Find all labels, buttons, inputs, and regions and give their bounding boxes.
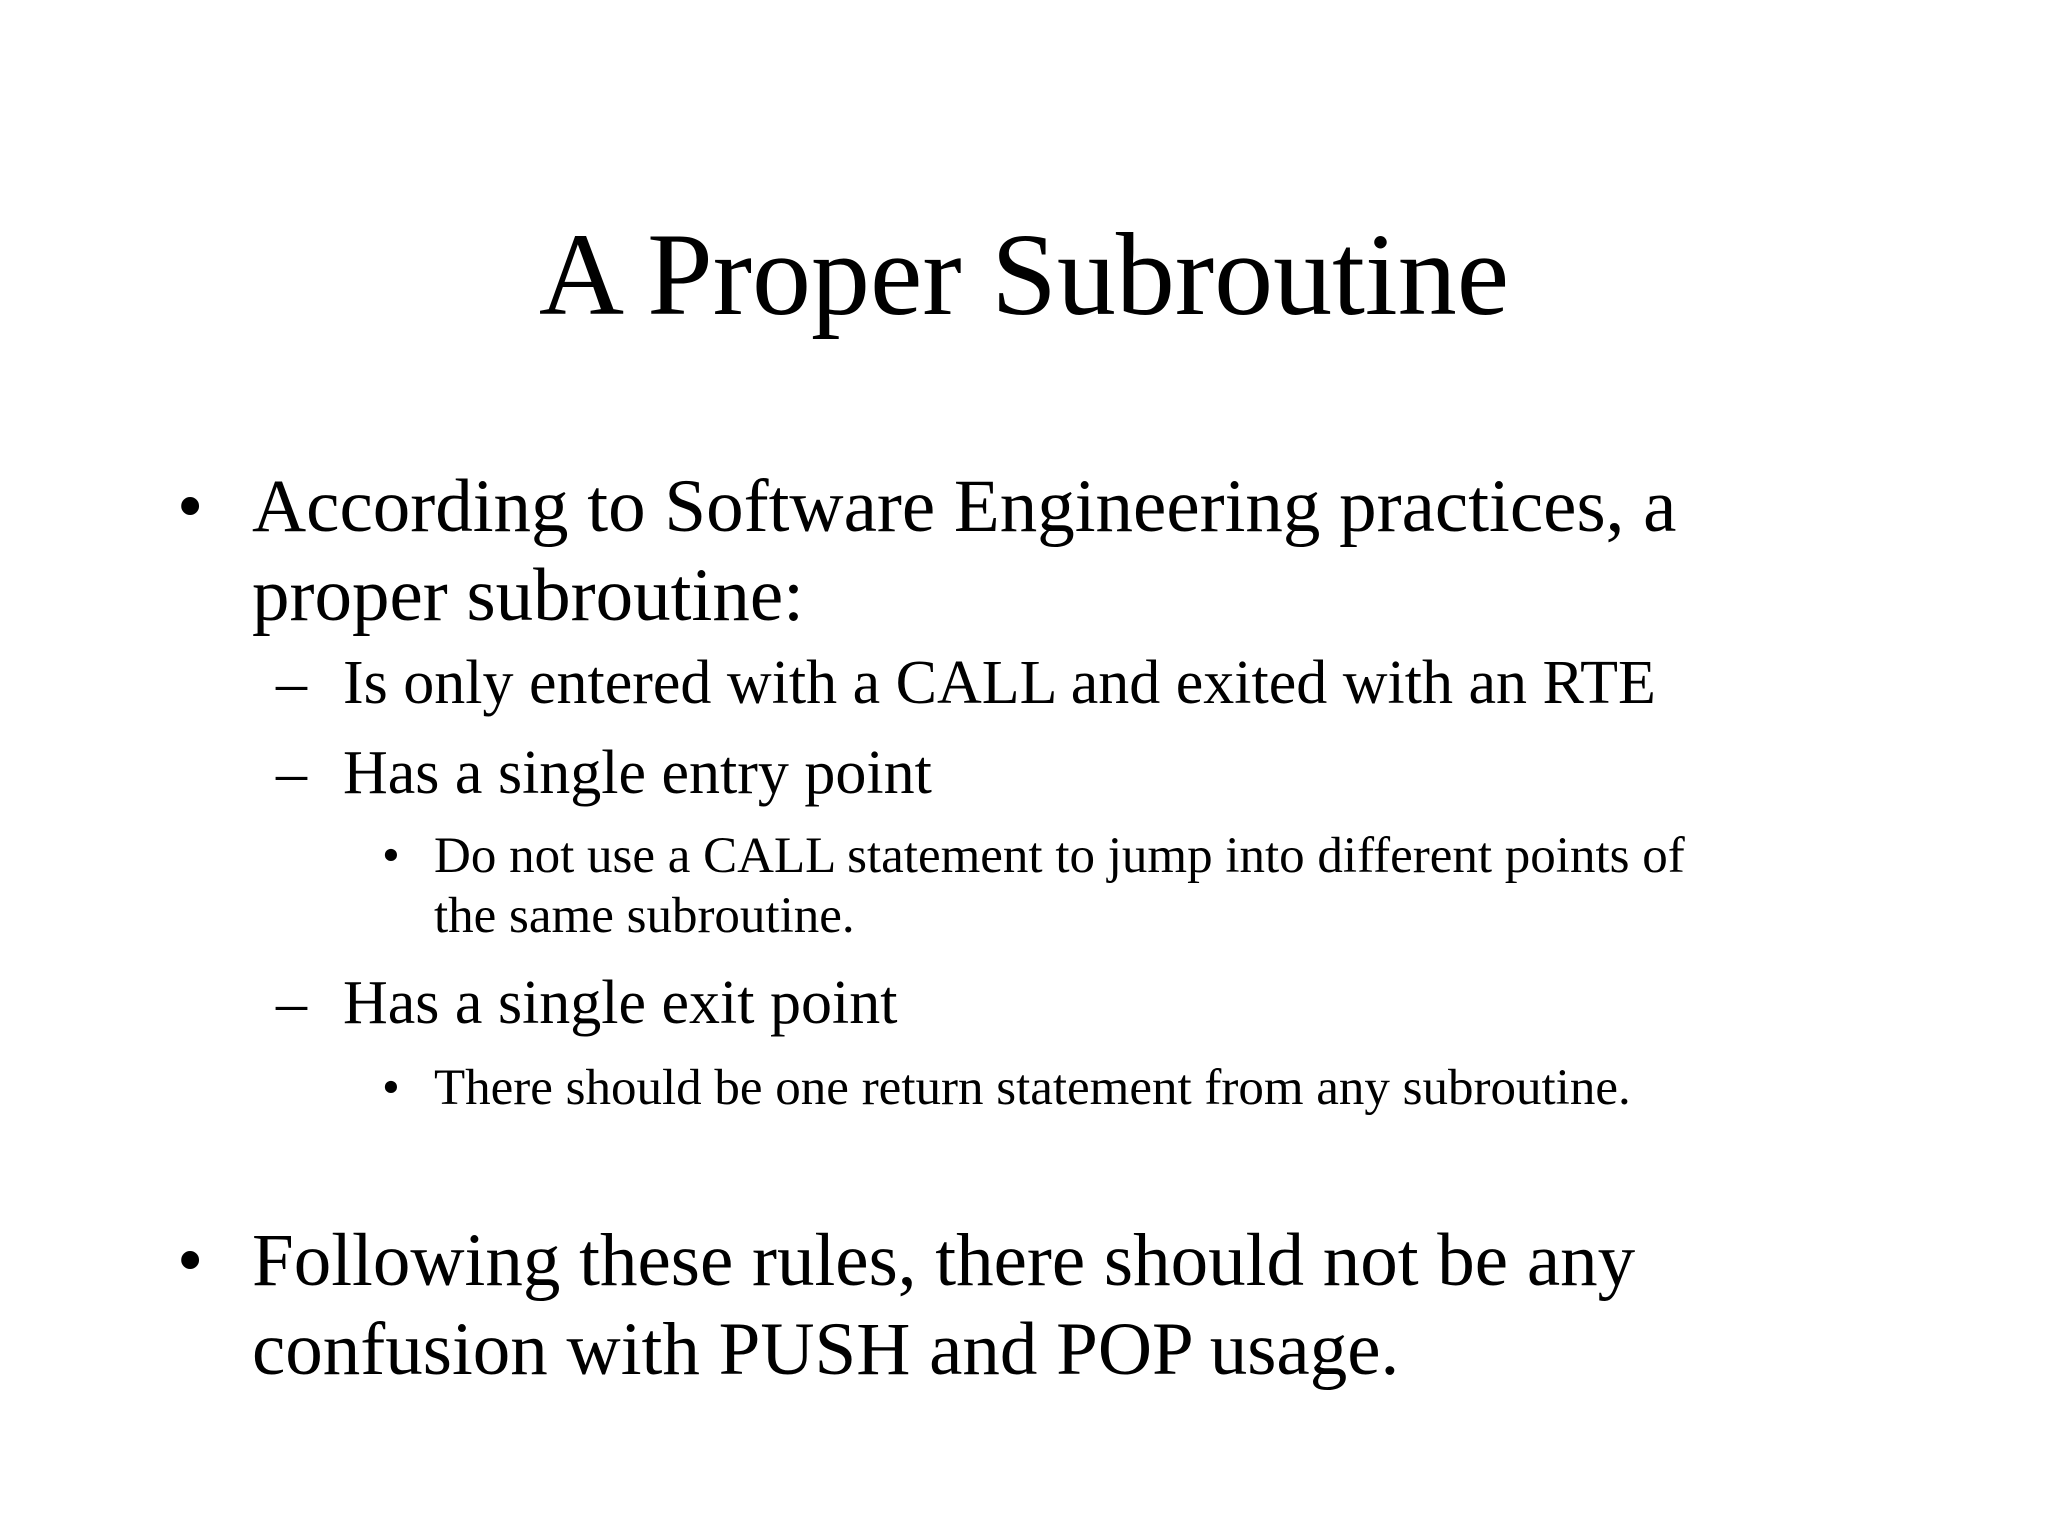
bullet-software-engineering bbox=[177, 462, 1676, 640]
bullet-line: Following these rules, there should not be any bbox=[252, 1219, 1636, 1302]
subsubbullet-line: There should be one return statement from any subroutine. bbox=[434, 1060, 1631, 1116]
dash-marker: – bbox=[276, 739, 307, 807]
dash-marker: – bbox=[276, 969, 307, 1037]
bullet-marker: • bbox=[177, 1219, 204, 1302]
bullet-push-pop bbox=[177, 1216, 1635, 1394]
subbullet-call-rte bbox=[276, 646, 1656, 720]
dash-marker: – bbox=[276, 649, 307, 717]
subbullet-line: Has a single entry point bbox=[343, 739, 932, 807]
subsubbullet-no-call-jump bbox=[382, 826, 1685, 946]
bullet-line: According to Software Engineering practices, a bbox=[252, 465, 1677, 548]
subbullet-single-entry bbox=[276, 736, 932, 810]
subsubbullet-one-return bbox=[382, 1058, 1631, 1118]
subbullet-line: Is only entered with a CALL and exited with an RTE bbox=[343, 649, 1656, 717]
slide-title: A Proper Subroutine bbox=[538, 209, 1510, 340]
subbullet-line: Has a single exit point bbox=[343, 969, 898, 1037]
bullet-line: confusion with PUSH and POP usage. bbox=[252, 1308, 1400, 1391]
subsubbullet-line: the same subroutine. bbox=[434, 888, 855, 944]
bullet-line: proper subroutine: bbox=[252, 554, 804, 637]
subsubbullet-line: Do not use a CALL statement to jump into different points of bbox=[434, 828, 1685, 884]
subbullet-single-exit bbox=[276, 966, 897, 1040]
bullet-marker: • bbox=[177, 465, 204, 548]
bullet-marker: • bbox=[382, 1060, 400, 1116]
bullet-marker: • bbox=[382, 828, 400, 884]
